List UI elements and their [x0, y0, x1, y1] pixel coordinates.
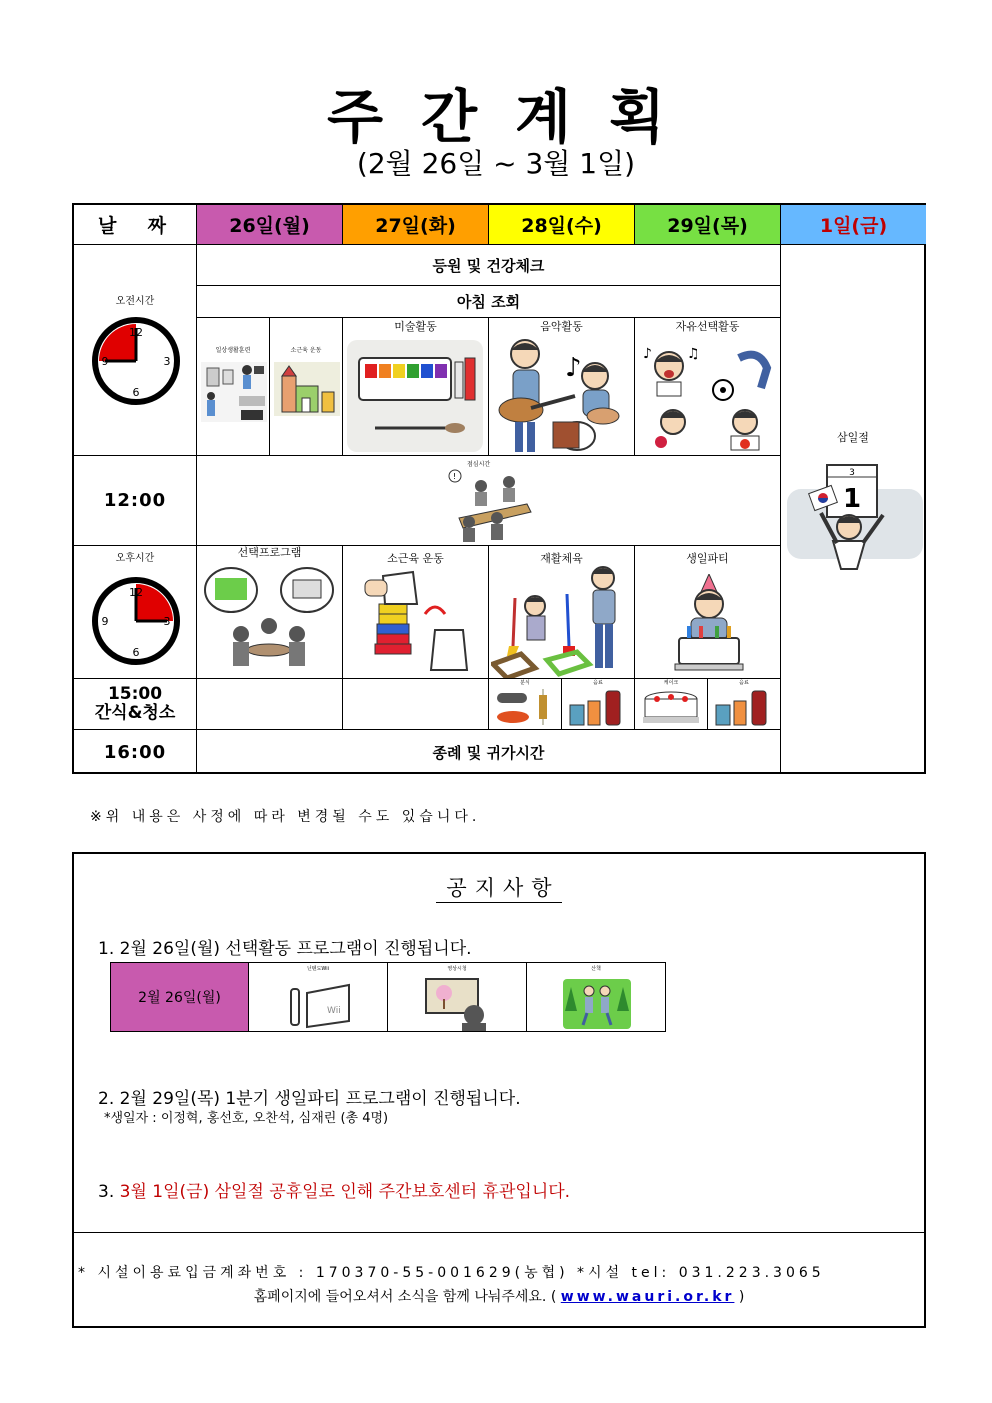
snack-bunsik [489, 679, 562, 730]
strip-video-cell [388, 963, 527, 1031]
svg-text:!: ! [453, 472, 457, 481]
clock-morning-icon [91, 316, 181, 406]
stacking-cups-icon [355, 570, 479, 674]
snack-item-label: 음료 [593, 680, 603, 686]
day-header-tue [343, 205, 489, 245]
strip-date-cell [111, 963, 249, 1031]
calendar-day: 1 [842, 484, 862, 514]
select-activity-strip [110, 962, 666, 1032]
day-header-wed [489, 205, 635, 245]
page-title: 주간계획 [326, 83, 704, 151]
group-discussion-icon [203, 562, 337, 676]
snack-item-label: 분식 [520, 680, 530, 686]
holiday-label: 삼일절 [837, 431, 869, 444]
day-header-thu [635, 205, 781, 245]
cake-icon [641, 691, 701, 725]
day-label: 1일(금) [819, 215, 888, 237]
snack-drink-wed [562, 679, 635, 730]
paint-palette-icon [347, 340, 483, 452]
drink-bottles-icon [568, 687, 628, 727]
afternoon-rehab-pe [489, 546, 635, 679]
weekly-schedule-table [72, 203, 926, 774]
clock-num: 9 [101, 355, 109, 368]
snack-food-icon [493, 687, 557, 727]
notice-box [72, 852, 926, 1328]
clock-num: 6 [132, 646, 140, 659]
assembly-row [197, 286, 781, 318]
clock-num: 6 [132, 386, 140, 399]
notice-divider [74, 1232, 924, 1233]
strip-date: 2월 26일(월) [138, 990, 221, 1006]
wii-console-icon [283, 979, 355, 1029]
homepage-text: 홈페이지에 들어오셔서 소식을 함께 나눠주세요. ( [253, 1289, 557, 1305]
date-header-cell [74, 205, 197, 245]
day-header-mon [197, 205, 343, 245]
wii-text: Wii [327, 1006, 341, 1016]
homepage-close: ) [738, 1289, 745, 1305]
end-time: 16:00 [103, 741, 167, 763]
music-note-icon: ♪ [565, 353, 582, 383]
notice-item-1: 1. 2월 26일(월) 선택활동 프로그램이 진행됩니다. [98, 939, 472, 959]
arrival-row [197, 245, 781, 286]
snack-time-cell [74, 679, 197, 730]
activity-label: 소근육 운동 [387, 552, 444, 565]
music-band-icon [491, 336, 633, 454]
clock-num: 9 [101, 615, 109, 628]
snack-item-label: 음료 [739, 680, 749, 686]
daily-living-icon [201, 362, 267, 422]
strip-walk-cell [527, 963, 665, 1031]
activity-label: 소근육 운동 [290, 347, 322, 354]
rehab-exercise-icon [491, 566, 633, 678]
afternoon-fine-motor [343, 546, 489, 679]
clock-num: 3 [163, 615, 171, 628]
lunch-row [197, 456, 781, 546]
activity-music [489, 318, 635, 456]
notice-item-2-sub: *생일자 : 이정혁, 홍선호, 오찬석, 심재린 (총 4명) [104, 1111, 389, 1126]
notice-item-3 [98, 1177, 570, 1202]
page-subtitle: (2월 26일 ~ 3월 1일) [356, 147, 636, 180]
date-header-label: 날 짜 [98, 215, 172, 237]
activity-label: 미술활동 [394, 320, 437, 333]
clock-afternoon-icon [91, 576, 181, 666]
clock-num: 12 [129, 326, 143, 339]
homepage-info [74, 1286, 924, 1306]
day-header-fri [781, 205, 926, 245]
birthday-cake-icon [661, 574, 757, 674]
end-label: 종례 및 귀가시간 [432, 743, 545, 762]
clock-num: 12 [129, 586, 143, 599]
day-label: 29일(목) [667, 215, 748, 237]
snack-item-label: 케이크 [663, 680, 679, 686]
strip-wii-cell [249, 963, 388, 1031]
music-note-icon: ♫ [687, 346, 700, 362]
end-time-cell [74, 730, 197, 774]
snack-empty-mon [197, 679, 343, 730]
day-label: 28일(수) [521, 215, 602, 237]
music-note-icon: ♪ [643, 346, 652, 362]
free-activity-icon [639, 338, 777, 452]
activity-fine-motor-morning [270, 318, 343, 456]
strip-label: 닌텐도Wii [306, 966, 330, 972]
arrival-label: 등원 및 건강체크 [432, 256, 545, 275]
activity-art [343, 318, 489, 456]
activity-label: 선택프로그램 [237, 546, 302, 559]
homepage-link[interactable]: www.wauri.or.kr [560, 1289, 735, 1305]
snack-empty-tue [343, 679, 489, 730]
activity-label: 재활체육 [540, 552, 583, 565]
calendar-month: 3 [849, 468, 855, 478]
activity-label: 생일파티 [686, 552, 729, 565]
notice-item-2: 2. 2월 29일(목) 1분기 생일파티 프로그램이 진행됩니다. [98, 1089, 521, 1109]
video-watching-icon [422, 977, 494, 1031]
afternoon-birthday-party [635, 546, 781, 679]
notice-item-3-num: 3. [98, 1182, 115, 1202]
snack-time: 15:00 [107, 684, 163, 704]
morning-label: 오전시간 [115, 296, 155, 307]
notice-title [74, 872, 924, 902]
blocks-castle-icon [274, 362, 340, 416]
afternoon-time-cell [74, 546, 197, 679]
end-row [197, 730, 781, 774]
snack-drink-thu [708, 679, 781, 730]
strip-label: 산책 [591, 966, 601, 972]
snack-cake [635, 679, 708, 730]
notice-title-text: 공지사항 [436, 876, 561, 903]
notice-item-3-text: 3월 1일(금) 삼일절 공휴일로 인해 주간보호센터 휴관입니다. [119, 1182, 571, 1202]
independence-day-icon [787, 463, 923, 575]
noon-label: 12:00 [103, 490, 167, 511]
activity-label: 음악활동 [540, 320, 583, 333]
activity-label: 자유선택활동 [675, 320, 740, 333]
walk-icon [561, 977, 633, 1031]
assembly-label: 아침 조회 [456, 293, 521, 311]
drink-bottles-icon [714, 687, 774, 727]
afternoon-label: 오후시간 [115, 553, 155, 564]
activity-daily-living [197, 318, 270, 456]
activity-label: 일상생활훈련 [215, 347, 251, 354]
clock-num: 3 [163, 355, 171, 368]
morning-time-cell [74, 245, 197, 456]
day-label: 27일(화) [375, 215, 456, 237]
account-info: * 시설이용료입금계좌번호 : 170370-55-001629(농협) *시설 tel: 031.223.3065 [78, 1265, 825, 1281]
holiday-column [781, 245, 926, 774]
snack-label: 간식&청소 [94, 703, 176, 723]
noon-time-cell [74, 456, 197, 546]
schedule-note: ※위 내용은 사정에 따라 변경될 수도 있습니다. [90, 809, 481, 825]
lunch-table-icon [447, 468, 537, 544]
afternoon-select-program [197, 546, 343, 679]
strip-label: 영상시청 [447, 966, 467, 972]
lunch-label: 점심시간 [467, 461, 491, 468]
day-label: 26일(월) [229, 215, 310, 237]
activity-free-choice [635, 318, 781, 456]
